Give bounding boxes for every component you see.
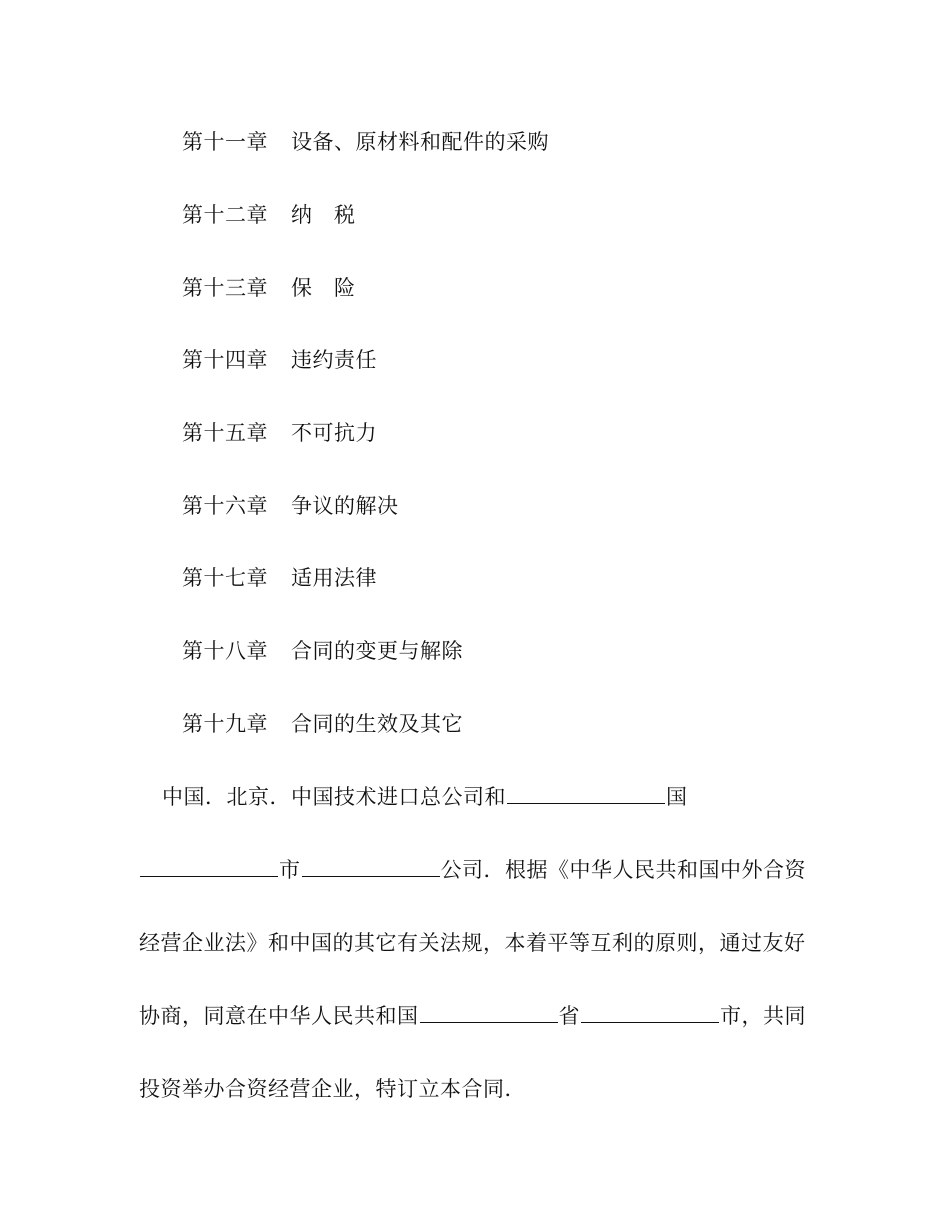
toc-chapter-number: 第十一章 [182,130,268,154]
toc-chapter-number: 第十六章 [182,494,268,518]
toc-chapter-number: 第十五章 [182,421,268,445]
preamble-text: 市，共同 [720,1004,806,1028]
toc-chapter-title: 纳 税 [291,203,356,227]
toc-entry [182,492,399,520]
preamble-line [162,783,688,811]
toc-chapter-number: 第十四章 [182,348,268,372]
toc-chapter-title: 违约责任 [291,348,377,372]
toc-entry [182,710,463,738]
toc-chapter-number: 第十三章 [182,276,268,300]
toc-entry [182,201,356,229]
preamble-text: 投资举办合资经营企业，特订立本合同． [139,1077,526,1101]
preamble-text: 中国．北京．中国技术进口总公司和 [162,785,506,809]
toc-chapter-number: 第十七章 [182,566,268,590]
fill-in-blank [507,783,665,804]
toc-chapter-number: 第十九章 [182,712,268,736]
toc-chapter-title: 不可抗力 [291,421,377,445]
toc-chapter-number: 第十二章 [182,203,268,227]
preamble-text: 市 [279,858,301,882]
toc-entry [182,346,377,374]
toc-chapter-title: 合同的变更与解除 [291,639,463,663]
fill-in-blank [581,1002,719,1023]
preamble-line [139,1002,806,1030]
toc-chapter-title: 争议的解决 [291,494,399,518]
toc-chapter-number: 第十八章 [182,639,268,663]
toc-entry [182,564,377,592]
fill-in-blank [420,1002,558,1023]
preamble-text: 公司．根据《中华人民共和国中外合资 [440,858,806,882]
toc-entry [182,637,463,665]
toc-entry [182,128,549,156]
preamble-text: 协商，同意在中华人民共和国 [139,1004,419,1028]
fill-in-blank [140,856,278,877]
toc-chapter-title: 设备、原材料和配件的采购 [291,130,549,154]
toc-chapter-title: 合同的生效及其它 [291,712,463,736]
toc-entry [182,419,377,447]
preamble-text: 省 [558,1004,580,1028]
preamble-line [139,929,806,957]
preamble-line [139,1075,526,1103]
toc-chapter-title: 保 险 [291,276,356,300]
toc-chapter-title: 适用法律 [291,566,377,590]
preamble-text: 经营企业法》和中国的其它有关法规，本着平等互利的原则，通过友好 [139,931,806,955]
preamble-line [139,856,806,884]
fill-in-blank [302,856,440,877]
preamble-text: 国 [666,785,688,809]
toc-entry [182,274,356,302]
